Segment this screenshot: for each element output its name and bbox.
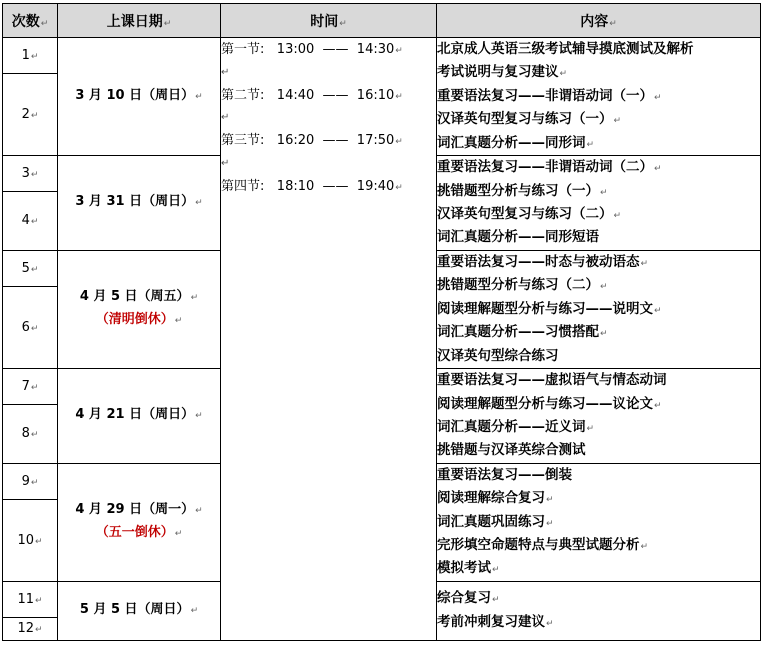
content-line: 重要语法复习——虚拟语气与情态动词 <box>437 372 667 389</box>
content-line: 重要语法复习——倒装 <box>437 466 572 483</box>
content-line: 词汇真题分析——习惯搭配↵ <box>437 324 608 341</box>
content-cell <box>437 581 761 640</box>
content-line: 阅读理解题型分析与练习——说明文↵ <box>437 300 662 317</box>
holiday-note: （五一倒休）↵ <box>95 525 183 541</box>
course-schedule-table <box>2 3 761 641</box>
header-content: 内容↵ <box>437 4 761 38</box>
header-num: 次数↵ <box>3 4 58 38</box>
content-line: 阅读理解综合复习↵ <box>437 490 554 507</box>
time-slot: 第四节: 18:10 —— 19:40↵ <box>221 178 403 194</box>
session-number: 3↵ <box>3 155 58 191</box>
content-line: 汉译英句型复习与练习（二）↵ <box>437 205 622 222</box>
session-number: 2↵ <box>3 74 58 156</box>
holiday-note: （清明倒休）↵ <box>95 312 183 328</box>
content-line: 重要语法复习——非谓语动词（一）↵ <box>437 87 662 104</box>
class-date: 3 月 31 日（周日）↵ <box>58 155 221 250</box>
session-number: 10↵ <box>3 500 58 582</box>
content-line: 词汇真题分析——同形词↵ <box>437 134 595 151</box>
session-number: 8↵ <box>3 404 58 463</box>
table-row <box>3 38 761 74</box>
blank-line: ↵ <box>221 157 230 169</box>
header-row <box>3 4 761 38</box>
class-date: 3 月 10 日（周日）↵ <box>58 38 221 156</box>
session-number: 4↵ <box>3 191 58 250</box>
time-slot: 第二节: 14:40 —— 16:10↵ <box>221 87 403 103</box>
class-date <box>58 463 221 581</box>
header-time: 时间↵ <box>221 4 437 38</box>
content-cell <box>437 38 761 156</box>
session-number: 9↵ <box>3 463 58 499</box>
session-number: 5↵ <box>3 250 58 286</box>
date-text: 4 月 5 日（周五）↵ <box>79 289 199 305</box>
content-line: 重要语法复习——非谓语动词（二）↵ <box>437 159 662 176</box>
content-line: 词汇真题分析——近义词↵ <box>437 418 595 435</box>
content-line: 挑错题型分析与练习（一）↵ <box>437 182 608 199</box>
session-number: 12↵ <box>3 617 58 640</box>
session-number: 7↵ <box>3 368 58 404</box>
time-slot: 第三节: 16:20 —— 17:50↵ <box>221 133 403 148</box>
content-cell <box>437 250 761 368</box>
blank-line: ↵ <box>221 66 230 78</box>
date-text: 4 月 29 日（周一）↵ <box>75 502 203 518</box>
content-line: 重要语法复习——时态与被动语态↵ <box>437 253 649 270</box>
content-line: 完形填空命题特点与典型试题分析↵ <box>437 537 649 554</box>
content-line: 综合复习↵ <box>437 590 500 607</box>
class-date: 4 月 21 日（周日）↵ <box>58 368 221 463</box>
content-cell <box>437 155 761 250</box>
content-line: 阅读理解题型分析与练习——议论文↵ <box>437 395 662 412</box>
content-line: 汉译英句型复习与练习（一）↵ <box>437 111 622 128</box>
content-line: 词汇真题分析——同形短语 <box>437 229 599 246</box>
content-line: 北京成人英语三级考试辅导摸底测试及解析 <box>437 41 694 57</box>
class-date: 5 月 5 日（周日）↵ <box>58 581 221 640</box>
class-date <box>58 250 221 368</box>
content-line: 挑错题与汉译英综合测试 <box>437 442 586 459</box>
content-line: 挑错题型分析与练习（二）↵ <box>437 277 608 294</box>
time-slots <box>221 38 437 641</box>
time-slot: 第一节: 13:00 —— 14:30↵ <box>221 42 403 57</box>
content-line: 词汇真题巩固练习↵ <box>437 513 554 530</box>
session-number: 6↵ <box>3 287 58 369</box>
content-line: 考试说明与复习建议↵ <box>437 64 568 81</box>
header-date: 上课日期↵ <box>58 4 221 38</box>
session-number: 1↵ <box>3 38 58 74</box>
content-line: 汉译英句型综合练习 <box>437 347 559 364</box>
content-cell <box>437 368 761 463</box>
session-number: 11↵ <box>3 581 58 617</box>
content-line: 考前冲刺复习建议↵ <box>437 613 554 630</box>
content-cell <box>437 463 761 581</box>
content-line: 模拟考试↵ <box>437 560 500 577</box>
blank-line: ↵ <box>221 112 230 123</box>
